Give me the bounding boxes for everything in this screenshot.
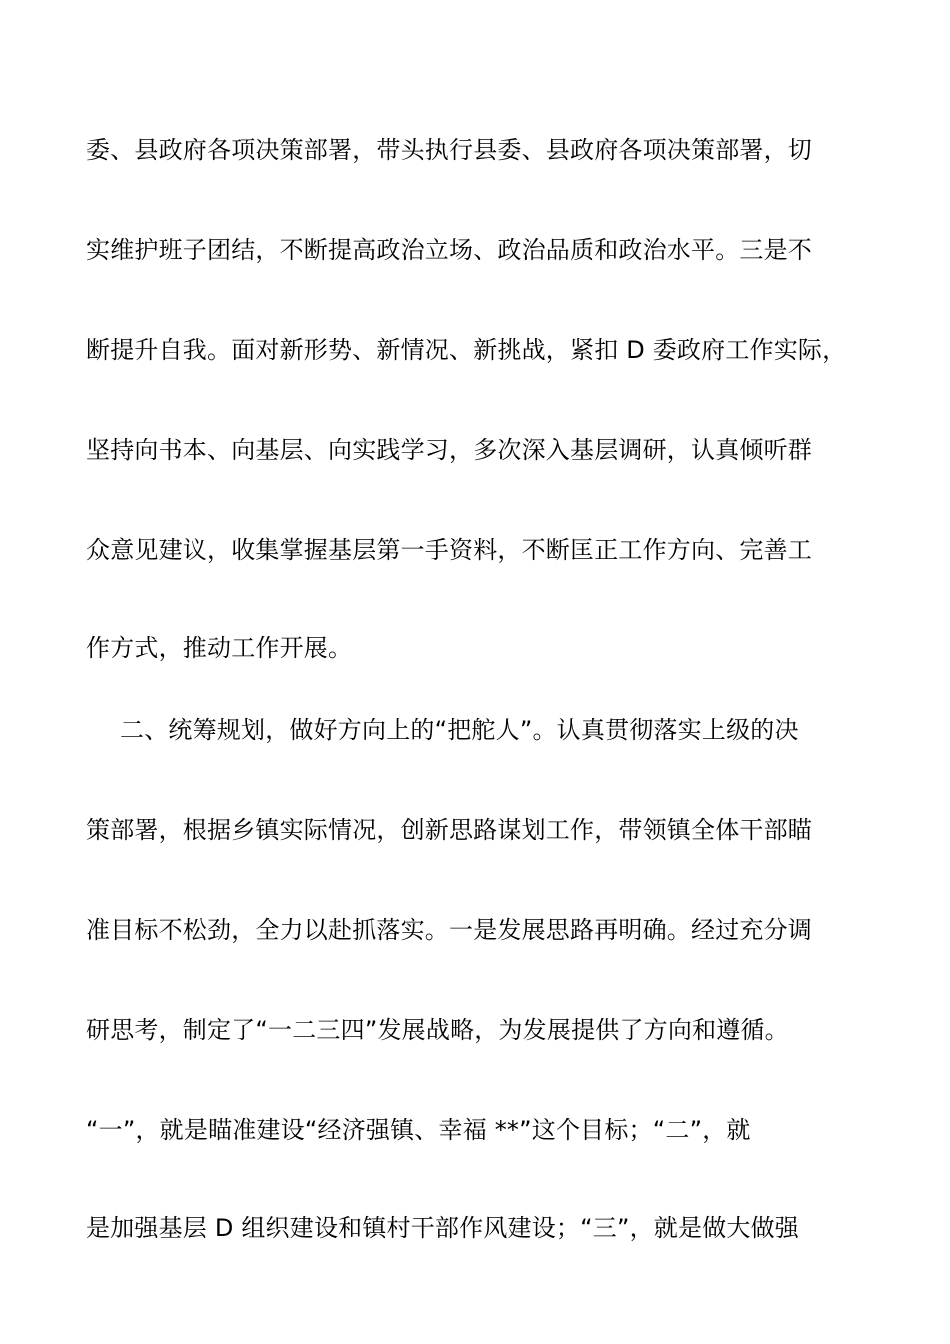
section-heading-line: 二、统筹规划，做好方向上的“把舵人”。认真贯彻落实上级的决 — [120, 716, 799, 744]
paragraph-line: 委、县政府各项决策部署，带头执行县委、县政府各项决策部署，切 — [86, 136, 812, 164]
paragraph-line: 策部署，根据乡镇实际情况，创新思路谋划工作，带领镇全体干部瞄 — [86, 816, 812, 844]
paragraph-line: 作方式，推动工作开展。 — [86, 634, 353, 662]
paragraph-line: 准目标不松劲，全力以赴抓落实。一是发展思路再明确。经过充分调 — [86, 916, 812, 944]
paragraph-line: 断提升自我。面对新形势、新情况、新挑战，紧扣 D 委政府工作实际， — [86, 336, 847, 364]
paragraph-line: 众意见建议，收集掌握基层第一手资料，不断匡正工作方向、完善工 — [86, 536, 812, 564]
paragraph-line: 坚持向书本、向基层、向实践学习，多次深入基层调研，认真倾听群 — [86, 436, 812, 464]
paragraph-line: 是加强基层 D 组织建设和镇村干部作风建设；“三”，就是做大做强 — [86, 1214, 800, 1242]
paragraph-line: 实维护班子团结，不断提高政治立场、政治品质和政治水平。三是不 — [86, 236, 812, 264]
paragraph-line: “一”，就是瞄准建设“经济强镇、幸福 **”这个目标；“二”，就 — [86, 1116, 751, 1144]
paragraph-line: 研思考，制定了“一二三四”发展战略，为发展提供了方向和遵循。 — [86, 1016, 789, 1044]
